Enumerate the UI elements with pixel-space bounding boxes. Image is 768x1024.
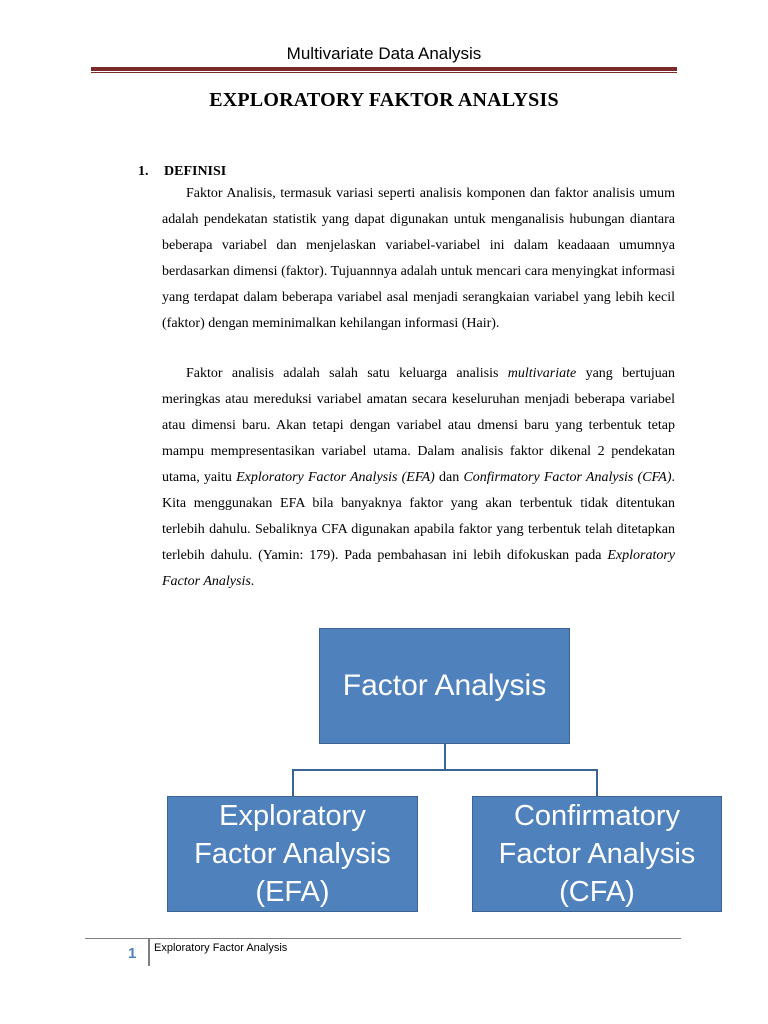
document-title: EXPLORATORY FAKTOR ANALYSIS — [209, 89, 559, 111]
paragraph-2-italic-efa: Exploratory Factor Analysis (EFA) — [236, 470, 435, 485]
footer-rule — [85, 938, 681, 939]
diagram-cfa-line-1: Confirmatory — [513, 800, 680, 832]
paragraph-2-run-4: . Kita menggunakan EFA bila banyaknya faktor yang akan terbentuk tidak ditentukan terlebih dahulu. Sebaliknya CFA digunakan apabila faktor yang terbentuk telah ditetapkan terlebih dahulu. (Yamin: 179). Pada pembahasan ini lebih difokuskan pada — [162, 470, 676, 563]
section-number: 1. — [138, 164, 149, 179]
paragraph-2-run-5: . — [250, 574, 255, 589]
paragraph-2-italic-multivariate: multivariate — [507, 366, 577, 381]
diagram-efa-label — [194, 797, 391, 911]
diagram-efa-box — [167, 796, 418, 912]
diagram-cfa-label — [499, 797, 696, 911]
diagram-root-box — [319, 628, 570, 744]
diagram-efa-line-1: Exploratory — [219, 800, 366, 832]
paragraph-2-text — [162, 361, 675, 595]
section-heading — [138, 164, 226, 180]
paragraph-2-run-2: yang bertujuan meringkas atau mereduksi variabel amatan secara keseluruhan menjadi beberapa variabel atau dimensi baru. Akan tetapi dengan variabel atau dmensi baru yang terbentuk tetap mampu mempresentasikan variabel utama. Dalam analisis faktor dikenal 2 pendekatan utama, yaitu — [162, 366, 675, 485]
paragraph-2-italic-efa-full: Exploratory Factor Analysis — [162, 548, 675, 589]
paragraph-approaches — [162, 361, 675, 595]
diagram-efa-line-3: (EFA) — [255, 876, 330, 908]
header-rule — [91, 67, 677, 71]
connector-horizontal — [292, 769, 598, 771]
diagram-cfa-line-2: Factor Analysis — [498, 838, 696, 870]
running-header: Multivariate Data Analysis — [286, 44, 482, 63]
connector-efa-down — [292, 769, 294, 796]
header-rule-thin — [91, 72, 677, 73]
diagram-cfa-box — [472, 796, 722, 912]
section-heading-text: DEFINISI — [164, 164, 227, 179]
footer-divider — [148, 938, 150, 966]
paragraph-1-text: Faktor Analisis, termasuk variasi seperti analisis komponen dan faktor analisis umum adalah pendekatan statistik yang dapat digunakan untuk menganalisis hubungan diantara beberapa variabel dan menjelaskan variabel-variabel ini dalam keadaaan umumnya berdasarkan dimensi (faktor). Tujuannnya adalah untuk mencari cara menyingkat informasi yang terdapat dalam beberapa variabel asal menjadi serangkaian variabel yang lebih kecil (faktor) dengan meminimalkan kehilangan informasi (Hair). — [162, 186, 675, 331]
paragraph-definition — [162, 181, 675, 337]
connector-cfa-down — [596, 769, 598, 796]
diagram-efa-line-2: Factor Analysis — [194, 838, 391, 870]
connector-root-down — [444, 744, 446, 770]
diagram-cfa-line-3: (CFA) — [559, 876, 635, 908]
paragraph-2-italic-cfa: Confirmatory Factor Analysis (CFA) — [463, 470, 672, 485]
diagram-root-label: Factor Analysis — [342, 669, 547, 702]
footer-title: Exploratory Factor Analysis — [154, 942, 288, 954]
paragraph-2-run-1: Faktor analisis adalah salah satu keluarga analisis — [186, 366, 508, 381]
paragraph-2-run-3: dan — [434, 470, 464, 485]
page-number: 1 — [128, 945, 137, 962]
